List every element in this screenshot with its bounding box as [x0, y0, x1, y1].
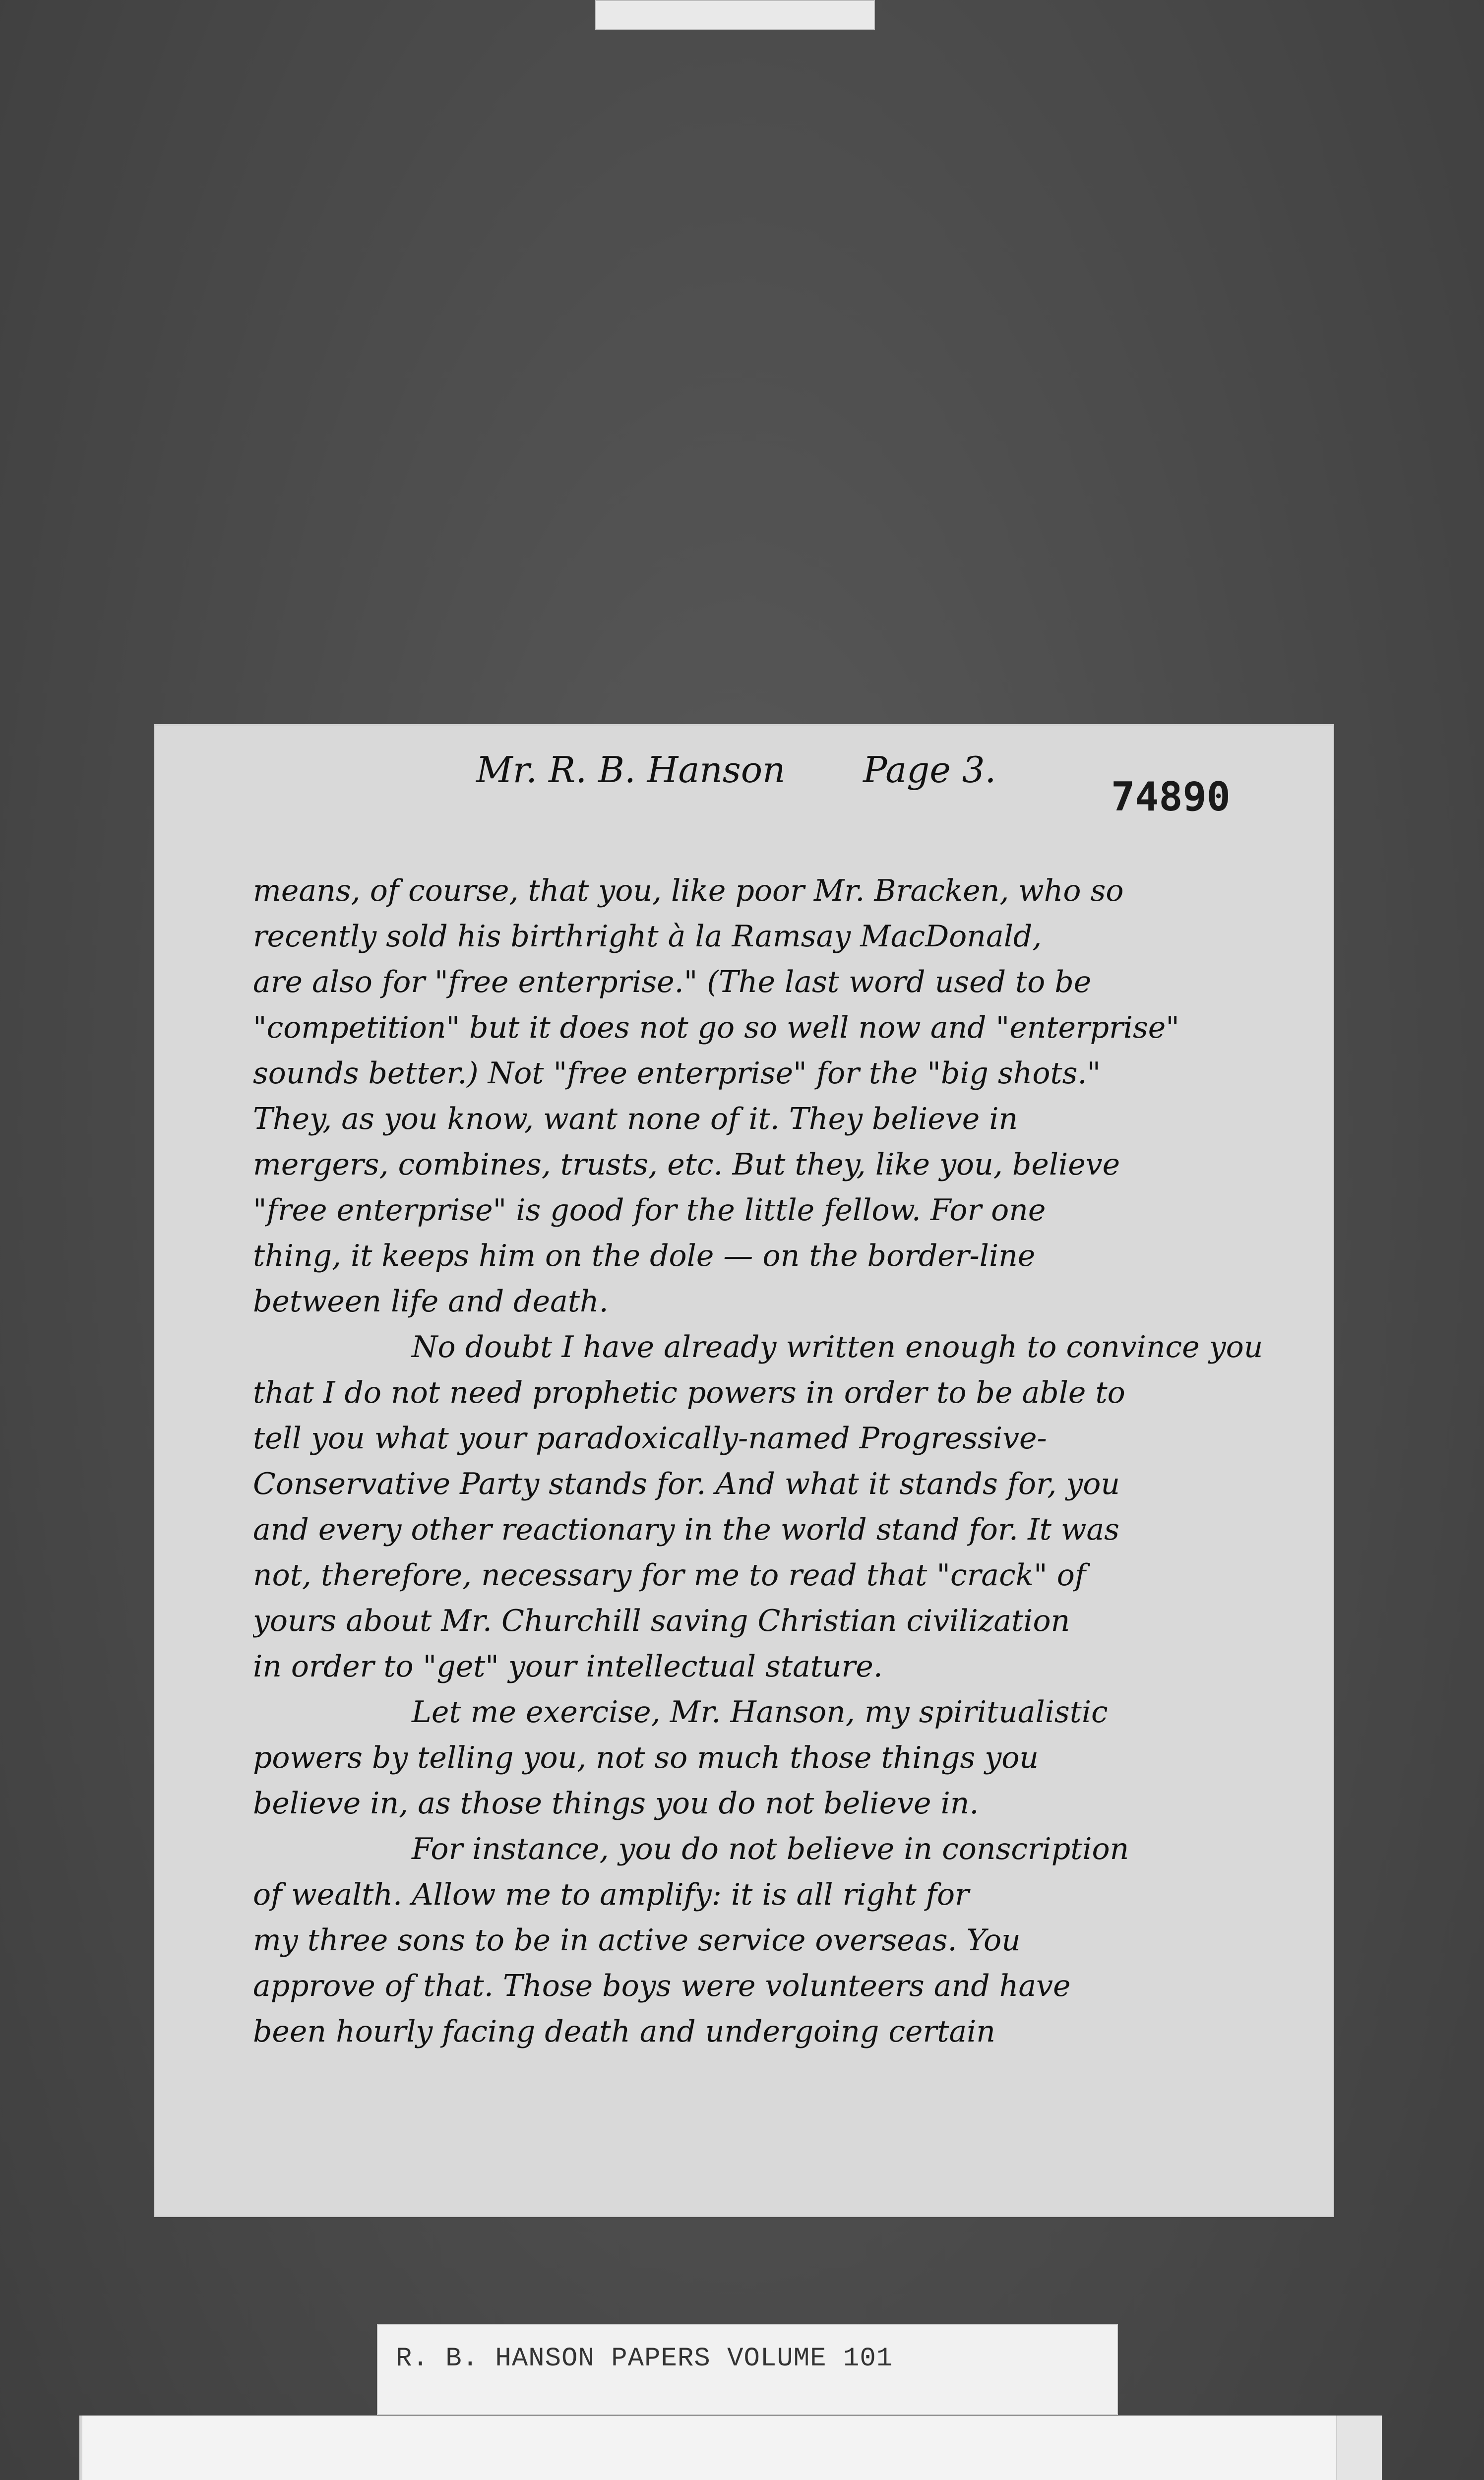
letter-line: sounds better.) Not "free enterprise" for the "big shots." — [253, 1056, 1101, 1091]
letter-line: my three sons to be in active service overseas. You — [253, 1923, 1021, 1958]
letter-line: They, as you know, want none of it. They believe in — [253, 1102, 1018, 1136]
letter-line: are also for "free enterprise." (The last word used to be — [253, 965, 1092, 999]
letter-line: believe in, as those things you do not believe in. — [253, 1786, 979, 1821]
card-edge — [1336, 2416, 1382, 2480]
letter-line: between life and death. — [253, 1284, 609, 1319]
letter-line: of wealth. Allow me to amplify: it is all right for — [253, 1877, 969, 1912]
letter-line: recently sold his birthright à la Ramsay MacDonald, — [253, 919, 1042, 954]
letter-line: No doubt I have already written enough to convince you — [412, 1330, 1263, 1364]
handwritten-letter-page — [154, 724, 1334, 2217]
letter-body — [253, 868, 1270, 2054]
letter-line: and every other reactionary in the world stand for. It was — [253, 1512, 1119, 1547]
letter-line: been hourly facing death and undergoing certain — [253, 2014, 995, 2049]
letter-line: approve of that. Those boys were volunteers and have — [253, 1969, 1071, 2003]
letter-line: For instance, you do not believe in conscription — [412, 1832, 1129, 1866]
letter-line: mergers, combines, trusts, etc. But they, like you, believe — [253, 1147, 1120, 1182]
letter-line: thing, it keeps him on the dole — on the border-line — [253, 1239, 1036, 1273]
archives-card — [79, 2416, 1382, 2480]
letter-line: powers by telling you, not so much those things you — [253, 1740, 1039, 1775]
letter-line: in order to "get" your intellectual stature. — [253, 1649, 883, 1684]
letter-line: Let me exercise, Mr. Hanson, my spiritualistic — [412, 1695, 1108, 1730]
volume-label-text: R. B. HANSON PAPERS VOLUME 101 — [396, 2344, 893, 2374]
letter-line: means, of course, that you, like poor Mr. Bracken, who so — [253, 873, 1124, 908]
volume-label — [377, 2324, 1118, 2415]
letter-line: "free enterprise" is good for the little fellow. For one — [253, 1193, 1046, 1228]
archive-stamp-number: 74890 — [1111, 774, 1231, 820]
page-number: Page 3. — [863, 749, 996, 791]
letter-line: Conservative Party stands for. And what it stands for, you — [253, 1467, 1120, 1501]
letter-line: not, therefore, necessary for me to read that "crack" of — [253, 1558, 1086, 1593]
letter-line: yours about Mr. Churchill saving Christian civilization — [253, 1604, 1070, 1638]
letter-line: tell you what your paradoxically-named Progressive- — [253, 1421, 1047, 1456]
letter-line: that I do not need prophetic powers in order to be able to — [253, 1375, 1125, 1410]
recipient-name: Mr. R. B. Hanson — [476, 749, 786, 791]
letter-line: "competition" but it does not go so well now and "enterprise" — [253, 1010, 1179, 1045]
film-tab — [595, 0, 875, 30]
